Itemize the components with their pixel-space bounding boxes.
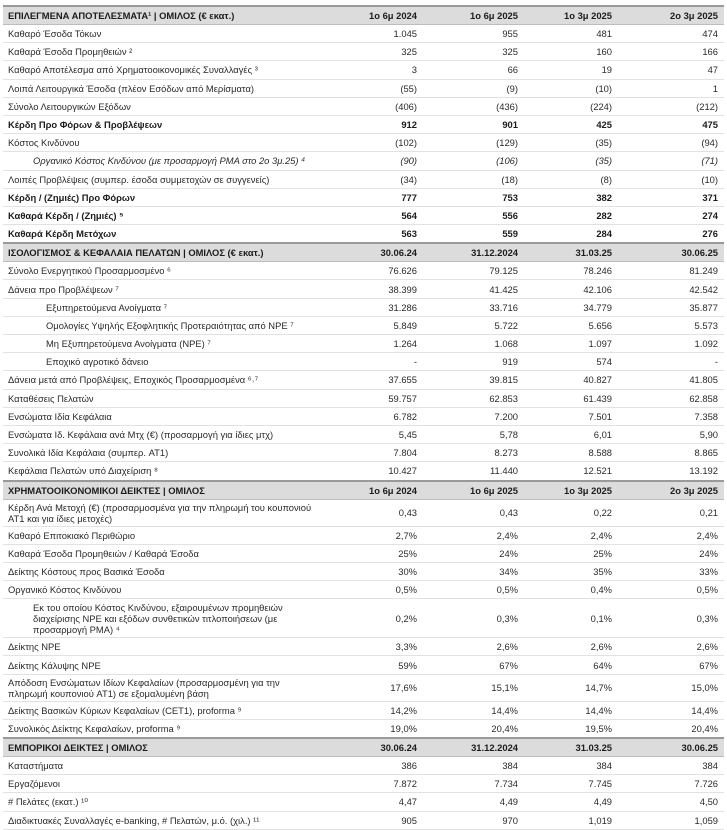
cell-value: 24% [618,544,724,562]
cell-value: (224) [524,97,618,115]
row-label: Δείκτης Κάλυψης NPE [3,656,319,674]
cell-value: 64% [524,656,618,674]
table-row [3,544,724,562]
section-title: ΙΣΟΛΟΓΙΣΜΟΣ & ΚΕΦΑΛΑΙΑ ΠΕΛΑΤΩΝ | ΟΜΙΛΟΣ (€ εκατ.) [3,243,319,262]
cell-value: 7.734 [423,775,524,793]
cell-value: 2,6% [423,638,524,656]
row-label: Κέρδη Ανά Μετοχή (€) (προσαρμοσμένα για την πληρωμή του κουπονιού AT1 και για ίδιες μετοχές) [3,499,319,526]
column-header: 31.12.2024 [423,243,524,262]
row-label: Καταστήματα [3,757,319,775]
cell-value: 42.542 [618,280,724,298]
cell-value: 15,0% [618,674,724,701]
cell-value: (10) [618,170,724,188]
column-header: 2ο 3μ 2025 [618,6,724,25]
results-table [3,5,724,830]
row-label: Εργαζόμενοι [3,775,319,793]
row-label: Καθαρό Έσοδα Τόκων [3,25,319,43]
cell-value: 970 [423,811,524,829]
cell-value: 777 [319,188,423,206]
cell-value: 2,4% [524,526,618,544]
cell-value: 25% [319,544,423,562]
table-row [3,188,724,206]
cell-value: 19 [524,61,618,79]
cell-value: 564 [319,206,423,224]
cell-value: 2,4% [618,526,724,544]
cell-value: 2,6% [524,638,618,656]
cell-value: 14,4% [618,701,724,719]
cell-value: 3,3% [319,638,423,656]
table-row [3,371,724,389]
cell-value: 425 [524,115,618,133]
table-row [3,526,724,544]
row-label: Δείκτης NPE [3,638,319,656]
cell-value: - [319,353,423,371]
column-header: 1ο 6μ 2024 [319,481,423,500]
cell-value: (102) [319,134,423,152]
section-header-row [3,243,724,262]
table-row [3,262,724,280]
table-row [3,701,724,719]
cell-value: 66 [423,61,524,79]
cell-value: 8.588 [524,444,618,462]
table-row [3,335,724,353]
results-table-body [3,6,724,829]
cell-value: (129) [423,134,524,152]
cell-value: 912 [319,115,423,133]
cell-value: 39.815 [423,371,524,389]
row-label: Καθαρό Αποτέλεσμα από Χρηματοοικονομικές Συναλλαγές ³ [3,61,319,79]
cell-value: 4,49 [423,793,524,811]
row-label: Εκ του οποίου Κόστος Κινδύνου, εξαιρουμένων προμηθειών διαχείρισης NPE και εξόδων συνθετικών τιτλοποιήσεων (με προσαρμογή PMA) ⁴ [3,599,319,638]
cell-value: 7.726 [618,775,724,793]
cell-value: 76.626 [319,262,423,280]
cell-value: 0,1% [524,599,618,638]
table-row [3,757,724,775]
cell-value: 37.655 [319,371,423,389]
cell-value: 14,4% [423,701,524,719]
cell-value: 34% [423,562,524,580]
table-row [3,581,724,599]
table-row [3,562,724,580]
cell-value: 19,5% [524,719,618,738]
cell-value: 61.439 [524,389,618,407]
table-row [3,425,724,443]
section-title: ΕΠΙΛΕΓΜΕΝΑ ΑΠΟΤΕΛΕΣΜΑΤΑ¹ | ΟΜΙΛΟΣ (€ εκατ.) [3,6,319,25]
cell-value: 79.125 [423,262,524,280]
row-label: Καθαρά Κέρδη Μετόχων [3,225,319,244]
results-table-container [3,0,724,830]
cell-value: 4,49 [524,793,618,811]
cell-value: 0,5% [618,581,724,599]
table-row [3,134,724,152]
table-row [3,280,724,298]
cell-value: 574 [524,353,618,371]
cell-value: (8) [524,170,618,188]
cell-value: 19,0% [319,719,423,738]
row-label: Εποχικό αγροτικό δάνειο [3,353,319,371]
cell-value: 8.273 [423,444,524,462]
cell-value: 2,6% [618,638,724,656]
table-row [3,298,724,316]
cell-value: 481 [524,25,618,43]
cell-value: 386 [319,757,423,775]
section-header-row [3,481,724,500]
cell-value: 559 [423,225,524,244]
cell-value: 7.872 [319,775,423,793]
cell-value: 1.097 [524,335,618,353]
section-header-row [3,738,724,757]
cell-value: 20,4% [618,719,724,738]
cell-value: 0,5% [319,581,423,599]
cell-value: (35) [524,134,618,152]
cell-value: 35% [524,562,618,580]
cell-value: 81.249 [618,262,724,280]
cell-value: 0,22 [524,499,618,526]
row-label: Καθαρά Έσοδα Προμηθειών ² [3,43,319,61]
cell-value: 7.358 [618,407,724,425]
cell-value: (90) [319,152,423,170]
cell-value: 62.853 [423,389,524,407]
column-header: 2ο 3μ 2025 [618,481,724,500]
section-title: ΧΡΗΜΑΤΟΟΙΚΟΝΟΜΙΚΟΙ ΔΕΙΚΤΕΣ | ΟΜΙΛΟΣ [3,481,319,500]
row-label: Καθαρά Κέρδη / (Ζημιές) ⁵ [3,206,319,224]
row-label: Λοιπές Προβλέψεις (συμπερ. έσοδα συμμετοχών σε συγγενείς) [3,170,319,188]
cell-value: (94) [618,134,724,152]
cell-value: 1.092 [618,335,724,353]
cell-value: 35.877 [618,298,724,316]
cell-value: 1.045 [319,25,423,43]
cell-value: 2,4% [423,526,524,544]
cell-value: 0,4% [524,581,618,599]
table-row [3,353,724,371]
cell-value: (436) [423,97,524,115]
cell-value: 0,43 [319,499,423,526]
cell-value: 14,2% [319,701,423,719]
cell-value: (9) [423,79,524,97]
cell-value: 3 [319,61,423,79]
cell-value: 276 [618,225,724,244]
cell-value: 0,2% [319,599,423,638]
cell-value: 384 [524,757,618,775]
cell-value: 33.716 [423,298,524,316]
cell-value: 12.521 [524,462,618,481]
cell-value: 62.858 [618,389,724,407]
cell-value: 40.827 [524,371,618,389]
table-row [3,444,724,462]
table-row [3,97,724,115]
cell-value: 8.865 [618,444,724,462]
cell-value: 38.399 [319,280,423,298]
cell-value: 30% [319,562,423,580]
cell-value: 474 [618,25,724,43]
cell-value: - [618,353,724,371]
cell-value: 753 [423,188,524,206]
table-row [3,407,724,425]
cell-value: 1.068 [423,335,524,353]
cell-value: 1.264 [319,335,423,353]
cell-value: 7.804 [319,444,423,462]
cell-value: 325 [319,43,423,61]
cell-value: (18) [423,170,524,188]
cell-value: 24% [423,544,524,562]
row-label: Απόδοση Ενσώματων Ιδίων Κεφαλαίων (προσαρμοσμένη για την πληρωμή κουπονιού AT1) σε εξομαλυμένη βάση [3,674,319,701]
cell-value: 7.200 [423,407,524,425]
cell-value: 2,7% [319,526,423,544]
cell-value: 371 [618,188,724,206]
cell-value: (35) [524,152,618,170]
row-label: Κόστος Κινδύνου [3,134,319,152]
cell-value: 42.106 [524,280,618,298]
row-label: Εξυπηρετούμενα Ανοίγματα ⁷ [3,298,319,316]
table-row [3,316,724,334]
row-label: Οργανικό Κόστος Κινδύνου (με προσαρμογή PMA στο 2ο 3μ.25) ⁴ [3,152,319,170]
cell-value: (34) [319,170,423,188]
cell-value: 59% [319,656,423,674]
cell-value: 5.573 [618,316,724,334]
row-label: Καταθέσεις Πελατών [3,389,319,407]
cell-value: 4,47 [319,793,423,811]
cell-value: (71) [618,152,724,170]
table-row [3,389,724,407]
cell-value: 382 [524,188,618,206]
cell-value: 14,7% [524,674,618,701]
table-row [3,499,724,526]
cell-value: 905 [319,811,423,829]
row-label: # Πελάτες (εκατ.) ¹⁰ [3,793,319,811]
cell-value: 1,059 [618,811,724,829]
cell-value: 7.501 [524,407,618,425]
cell-value: 15,1% [423,674,524,701]
cell-value: 34.779 [524,298,618,316]
row-label: Κέρδη / (Ζημιές) Προ Φόρων [3,188,319,206]
cell-value: 10.427 [319,462,423,481]
table-row [3,719,724,738]
column-header: 31.12.2024 [423,738,524,757]
table-row [3,811,724,829]
table-row [3,638,724,656]
table-row [3,79,724,97]
section-title: ΕΜΠΟΡΙΚΟΙ ΔΕΙΚΤΕΣ | ΟΜΙΛΟΣ [3,738,319,757]
cell-value: 67% [618,656,724,674]
row-label: Ενσώματα Ιδία Κεφάλαια [3,407,319,425]
table-row [3,656,724,674]
column-header: 30.06.24 [319,738,423,757]
row-label: Καθαρά Έσοδα Προμηθειών / Καθαρά Έσοδα [3,544,319,562]
column-header: 1ο 3μ 2025 [524,481,618,500]
cell-value: 14,4% [524,701,618,719]
cell-value: 563 [319,225,423,244]
cell-value: 17,6% [319,674,423,701]
cell-value: 0,5% [423,581,524,599]
table-row [3,674,724,701]
cell-value: 1,019 [524,811,618,829]
cell-value: 6.782 [319,407,423,425]
cell-value: 20,4% [423,719,524,738]
column-header: 1ο 6μ 2025 [423,481,524,500]
cell-value: 5.849 [319,316,423,334]
row-label: Συνολικά Ιδία Κεφάλαια (συμπερ. AT1) [3,444,319,462]
column-header: 1ο 6μ 2024 [319,6,423,25]
table-row [3,61,724,79]
cell-value: 274 [618,206,724,224]
row-label: Σύνολο Λειτουργικών Εξόδων [3,97,319,115]
row-label: Δάνεια προ Προβλέψεων ⁷ [3,280,319,298]
cell-value: 475 [618,115,724,133]
row-label: Καθαρό Επιτοκιακό Περιθώριο [3,526,319,544]
cell-value: 556 [423,206,524,224]
cell-value: 325 [423,43,524,61]
cell-value: 78.246 [524,262,618,280]
row-label: Σύνολο Ενεργητικού Προσαρμοσμένο ⁶ [3,262,319,280]
row-label: Οργανικό Κόστος Κινδύνου [3,581,319,599]
column-header: 1ο 3μ 2025 [524,6,618,25]
row-label: Διαδικτυακές Συναλλαγές e-banking, # Πελατών, μ.ό. (χιλ.) ¹¹ [3,811,319,829]
cell-value: 5.656 [524,316,618,334]
table-row [3,599,724,638]
cell-value: (406) [319,97,423,115]
cell-value: 11.440 [423,462,524,481]
table-row [3,25,724,43]
cell-value: 59.757 [319,389,423,407]
cell-value: 166 [618,43,724,61]
cell-value: 25% [524,544,618,562]
cell-value: 0,3% [618,599,724,638]
row-label: Δείκτης Κόστους προς Βασικά Έσοδα [3,562,319,580]
table-row [3,115,724,133]
cell-value: 0,3% [423,599,524,638]
cell-value: (212) [618,97,724,115]
cell-value: 919 [423,353,524,371]
cell-value: 282 [524,206,618,224]
cell-value: 13.192 [618,462,724,481]
cell-value: 384 [618,757,724,775]
table-row [3,793,724,811]
cell-value: 5,78 [423,425,524,443]
cell-value: 41.425 [423,280,524,298]
cell-value: (106) [423,152,524,170]
column-header: 30.06.24 [319,243,423,262]
cell-value: 31.286 [319,298,423,316]
cell-value: 955 [423,25,524,43]
cell-value: 33% [618,562,724,580]
cell-value: (55) [319,79,423,97]
cell-value: 67% [423,656,524,674]
cell-value: 6,01 [524,425,618,443]
table-row [3,462,724,481]
column-header: 1ο 6μ 2025 [423,6,524,25]
table-row [3,206,724,224]
row-label: Δείκτης Βασικών Κύριων Κεφαλαίων (CET1), proforma ⁹ [3,701,319,719]
row-label: Δάνεια μετά από Προβλέψεις, Εποχικός Προσαρμοσμένα ⁶˒⁷ [3,371,319,389]
cell-value: 284 [524,225,618,244]
row-label: Κεφάλαια Πελατών υπό Διαχείριση ⁸ [3,462,319,481]
table-row [3,170,724,188]
cell-value: 5,45 [319,425,423,443]
cell-value: 901 [423,115,524,133]
row-label: Μη Εξυπηρετούμενα Ανοίγματα (NPE) ⁷ [3,335,319,353]
row-label: Κέρδη Προ Φόρων & Προβλέψεων [3,115,319,133]
row-label: Συνολικός Δείκτης Κεφαλαίων, proforma ⁹ [3,719,319,738]
cell-value: 384 [423,757,524,775]
cell-value: 5.722 [423,316,524,334]
row-label: Ομολογίες Υψηλής Εξοφλητικής Προτεραιότητας από ΝPE ⁷ [3,316,319,334]
table-row [3,225,724,244]
cell-value: 5,90 [618,425,724,443]
table-row [3,43,724,61]
cell-value: 160 [524,43,618,61]
section-header-row [3,6,724,25]
cell-value: 1 [618,79,724,97]
row-label: Λοιπά Λειτουργικά Έσοδα (πλέον Εσόδων από Μερίσματα) [3,79,319,97]
cell-value: 47 [618,61,724,79]
column-header: 30.06.25 [618,243,724,262]
table-row [3,775,724,793]
cell-value: 0,21 [618,499,724,526]
table-row [3,152,724,170]
row-label: Ενσώματα Ιδ. Κεφάλαια ανά Μτχ (€) (προσαρμογή για ίδιες μτχ) [3,425,319,443]
column-header: 30.06.25 [618,738,724,757]
cell-value: 0,43 [423,499,524,526]
cell-value: 7.745 [524,775,618,793]
cell-value: 41.805 [618,371,724,389]
column-header: 31.03.25 [524,738,618,757]
column-header: 31.03.25 [524,243,618,262]
cell-value: 4,50 [618,793,724,811]
cell-value: (10) [524,79,618,97]
